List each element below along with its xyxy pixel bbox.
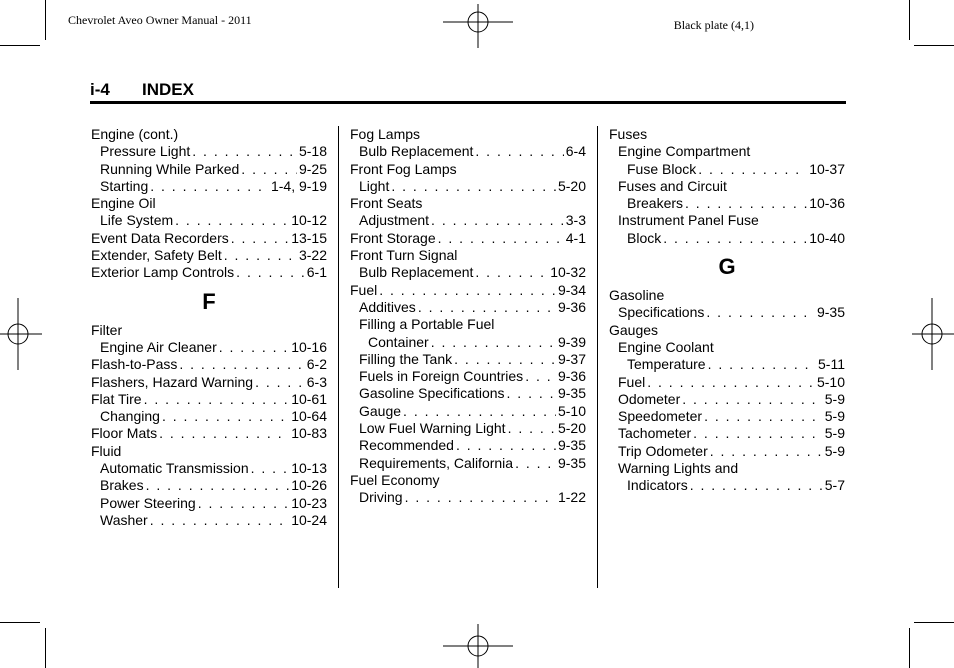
crop-mark [914, 622, 954, 623]
index-entry [609, 230, 845, 247]
entry-term: Filling the Tank [359, 350, 453, 367]
entry-term: Flash-to-Pass [91, 356, 178, 373]
index-entry [91, 161, 327, 178]
entry-term: Power Steering [100, 494, 196, 511]
dot-leader [224, 247, 297, 264]
dot-leader [515, 455, 556, 472]
entry-page-ref: 5-11 [818, 356, 845, 373]
section-title: INDEX [142, 80, 194, 99]
crop-mark [45, 0, 46, 40]
entry-term: Engine Coolant [618, 338, 714, 355]
entry-term: Fuse Block [627, 160, 697, 177]
dot-leader [241, 161, 297, 178]
dot-leader [418, 299, 556, 316]
entry-term: Filling a Portable Fuel [359, 316, 495, 333]
entry-term: Block [627, 229, 662, 246]
dot-leader [379, 282, 556, 299]
entry-page-ref: 10-61 [291, 390, 327, 407]
index-column-3 [609, 126, 845, 495]
crop-mark [914, 45, 954, 46]
dot-leader [431, 334, 556, 351]
title-rule [90, 101, 846, 104]
dot-leader [456, 437, 556, 454]
index-entry [609, 287, 845, 304]
crop-mark [0, 622, 40, 623]
entry-page-ref: 5-9 [824, 408, 845, 425]
dot-leader [647, 374, 815, 391]
dot-leader [704, 408, 823, 425]
index-entry [91, 143, 327, 160]
dot-leader [405, 489, 556, 506]
entry-term: Engine Oil [91, 195, 156, 212]
index-entry [609, 356, 845, 373]
entry-page-ref: 6-3 [306, 373, 327, 390]
entry-term: Temperature [627, 356, 706, 373]
index-entry [350, 143, 586, 160]
index-entry [91, 195, 327, 212]
entry-term: Filter [91, 321, 123, 338]
index-entry [91, 339, 327, 356]
index-column-2 [350, 126, 586, 507]
dot-leader [236, 264, 305, 281]
index-entry [350, 247, 586, 264]
index-entry [609, 212, 845, 229]
dot-leader [198, 495, 289, 512]
index-entry [609, 143, 845, 160]
entry-page-ref: 10-23 [291, 494, 327, 511]
index-entry [609, 161, 845, 178]
index-entry [350, 195, 586, 212]
entry-page-ref: 5-10 [816, 373, 845, 390]
crop-mark [45, 628, 46, 668]
entry-term: Light [359, 177, 390, 194]
index-entry [609, 443, 845, 460]
index-entry [91, 212, 327, 229]
index-entry [350, 212, 586, 229]
entry-term: Starting [100, 177, 149, 194]
index-entry [350, 264, 586, 281]
dot-leader [219, 339, 289, 356]
entry-page-ref: 5-9 [824, 425, 845, 442]
entry-term: Running While Parked [100, 160, 240, 177]
entry-term: Fuses and Circuit [618, 177, 727, 194]
dot-leader [663, 230, 807, 247]
entry-page-ref: 9-39 [557, 333, 586, 350]
index-entry [609, 178, 845, 195]
index-entry [609, 425, 845, 442]
dot-leader [431, 212, 564, 229]
entry-page-ref: 5-10 [557, 402, 586, 419]
entry-term: Gasoline [609, 287, 665, 304]
index-entry [609, 126, 845, 143]
index-entry [350, 455, 586, 472]
index-entry [609, 339, 845, 356]
index-entry [350, 385, 586, 402]
entry-term: Exterior Lamp Controls [91, 264, 235, 281]
index-entry [91, 247, 327, 264]
entry-term: Container [368, 333, 429, 350]
entry-term: Engine (cont.) [91, 126, 179, 142]
entry-term: Bulb Replacement [359, 264, 474, 281]
dot-leader [698, 161, 807, 178]
index-entry [91, 264, 327, 281]
index-entry [91, 230, 327, 247]
dot-leader [162, 408, 289, 425]
section-letter: G [718, 254, 736, 280]
entry-term: Automatic Transmission [100, 460, 249, 477]
entry-term: Event Data Recorders [91, 229, 229, 246]
dot-leader [251, 460, 290, 477]
index-entry [350, 489, 586, 506]
header-plate-label: Black plate (4,1) [673, 18, 754, 32]
index-entry [91, 460, 327, 477]
index-entry [350, 161, 586, 178]
column-divider [597, 126, 598, 588]
entry-page-ref: 9-34 [557, 281, 586, 298]
index-entry [91, 374, 327, 391]
index-entry [91, 178, 327, 195]
entry-page-ref: 4-1 [565, 229, 586, 246]
entry-page-ref: 6-1 [306, 264, 327, 281]
registration-mark-icon [443, 624, 513, 668]
index-entry [350, 420, 586, 437]
entry-term: Life System [100, 212, 174, 229]
entry-term: Instrument Panel Fuse [618, 212, 759, 229]
entry-term: Extender, Safety Belt [91, 247, 222, 264]
index-entry [91, 126, 327, 143]
crop-mark [909, 628, 910, 668]
entry-page-ref: 1-4, 9-19 [270, 177, 327, 194]
entry-page-ref: 10-24 [291, 511, 327, 528]
entry-page-ref: 3-3 [565, 212, 586, 229]
dot-leader [231, 230, 289, 247]
index-entry [350, 282, 586, 299]
entry-page-ref: 10-12 [291, 212, 327, 229]
entry-term: Front Seats [350, 195, 423, 212]
dot-leader [192, 143, 297, 160]
index-entry [350, 403, 586, 420]
index-entry [91, 408, 327, 425]
entry-page-ref: 5-7 [824, 477, 845, 494]
index-entry [609, 304, 845, 321]
index-entry [350, 472, 586, 489]
dot-leader [159, 425, 289, 442]
index-entry [609, 391, 845, 408]
entry-term: Front Turn Signal [350, 247, 458, 264]
index-entry [91, 477, 327, 494]
entry-page-ref: 10-16 [291, 338, 327, 355]
entry-page-ref: 9-35 [557, 437, 586, 454]
entry-page-ref: 9-25 [298, 160, 327, 177]
index-column-1 [91, 126, 327, 529]
entry-term: Changing [100, 408, 160, 425]
crop-mark [0, 45, 40, 46]
entry-term: Front Storage [350, 229, 436, 246]
entry-term: Pressure Light [100, 143, 191, 160]
entry-page-ref: 3-22 [298, 247, 327, 264]
entry-term: Flashers, Hazard Warning [91, 373, 254, 390]
entry-term: Trip Odometer [618, 442, 708, 459]
entry-page-ref: 10-83 [291, 425, 327, 442]
entry-term: Fuses [609, 126, 648, 142]
registration-mark-icon [443, 4, 513, 48]
index-entry [91, 356, 327, 373]
column-divider [338, 126, 339, 588]
entry-term: Floor Mats [91, 425, 158, 442]
entry-term: Flat Tire [91, 390, 142, 407]
entry-term: Specifications [618, 304, 705, 321]
entry-page-ref: 9-36 [557, 368, 586, 385]
index-entry [350, 316, 586, 333]
entry-term: Gauge [359, 402, 402, 419]
entry-term: Driving [359, 489, 403, 506]
entry-term: Odometer [618, 390, 681, 407]
registration-mark-icon [0, 298, 42, 370]
registration-mark-icon [912, 298, 954, 370]
entry-page-ref: 9-35 [557, 385, 586, 402]
entry-page-ref: 10-26 [291, 477, 327, 494]
dot-leader [150, 512, 289, 529]
dot-leader [144, 391, 290, 408]
dot-leader [706, 304, 815, 321]
index-entry [91, 495, 327, 512]
entry-page-ref: 10-37 [809, 160, 845, 177]
dot-leader [708, 356, 816, 373]
index-entry [609, 322, 845, 339]
dot-leader [454, 351, 556, 368]
entry-page-ref: 5-18 [298, 143, 327, 160]
entry-page-ref: 6-4 [565, 143, 586, 160]
entry-page-ref: 9-35 [816, 304, 845, 321]
dot-leader [255, 374, 305, 391]
index-entry [350, 230, 586, 247]
entry-page-ref: 5-9 [824, 390, 845, 407]
entry-page-ref: 5-9 [824, 442, 845, 459]
entry-term: Warning Lights and [618, 460, 739, 477]
entry-term: Gasoline Specifications [359, 385, 505, 402]
entry-term: Brakes [100, 477, 144, 494]
dot-leader [508, 420, 556, 437]
index-entry [609, 408, 845, 425]
dot-leader [150, 178, 269, 195]
entry-page-ref: 10-40 [809, 229, 845, 246]
index-entry [350, 334, 586, 351]
entry-term: Indicators [627, 477, 688, 494]
entry-page-ref: 10-36 [809, 195, 845, 212]
index-entry [609, 195, 845, 212]
dot-leader [175, 212, 289, 229]
dot-leader [682, 391, 823, 408]
index-entry [609, 460, 845, 477]
entry-page-ref: 9-37 [557, 350, 586, 367]
dot-leader [685, 195, 807, 212]
entry-term: Fluid [91, 442, 122, 459]
entry-page-ref: 5-20 [557, 420, 586, 437]
dot-leader [438, 230, 564, 247]
index-entry [91, 322, 327, 339]
entry-term: Engine Air Cleaner [100, 338, 217, 355]
entry-term: Fog Lamps [350, 126, 421, 142]
index-entry [350, 178, 586, 195]
entry-term: Bulb Replacement [359, 143, 474, 160]
entry-term: Adjustment [359, 212, 430, 229]
dot-leader [710, 443, 823, 460]
entry-page-ref: 10-32 [550, 264, 586, 281]
entry-term: Additives [359, 298, 416, 315]
index-entry [350, 299, 586, 316]
page-title [90, 80, 846, 100]
entry-page-ref: 13-15 [291, 229, 327, 246]
index-entry [350, 368, 586, 385]
entry-term: Fuels in Foreign Countries [359, 368, 524, 385]
entry-page-ref: 9-36 [557, 298, 586, 315]
crop-mark [909, 0, 910, 40]
page-number: i-4 [90, 80, 110, 99]
entry-term: Low Fuel Warning Light [359, 420, 506, 437]
entry-page-ref: 10-13 [291, 460, 327, 477]
entry-page-ref: 9-35 [557, 454, 586, 471]
entry-term: Fuel Economy [350, 471, 440, 488]
section-letter: F [202, 288, 216, 314]
entry-term: Fuel [350, 281, 378, 298]
dot-leader [403, 403, 556, 420]
dot-leader [690, 477, 823, 494]
entry-page-ref: 1-22 [557, 489, 586, 506]
entry-term: Gauges [609, 321, 659, 338]
index-entry [609, 477, 845, 494]
index-entry [91, 512, 327, 529]
index-entry [609, 374, 845, 391]
index-entry [91, 391, 327, 408]
index-entry [350, 126, 586, 143]
entry-term: Front Fog Lamps [350, 160, 457, 177]
dot-leader [179, 356, 304, 373]
dot-leader [475, 264, 548, 281]
index-entry [91, 425, 327, 442]
entry-term: Tachometer [618, 425, 692, 442]
dot-leader [475, 143, 563, 160]
entry-page-ref: 5-20 [557, 177, 586, 194]
dot-leader [391, 178, 556, 195]
entry-term: Fuel [618, 373, 646, 390]
entry-term: Requirements, California [359, 454, 514, 471]
entry-term: Recommended [359, 437, 454, 454]
dot-leader [693, 425, 823, 442]
entry-term: Engine Compartment [618, 143, 751, 160]
dot-leader [507, 385, 556, 402]
dot-leader [525, 368, 556, 385]
index-entry [350, 351, 586, 368]
entry-page-ref: 6-2 [306, 356, 327, 373]
entry-term: Speedometer [618, 408, 703, 425]
index-entry [91, 443, 327, 460]
entry-term: Breakers [627, 195, 684, 212]
index-entry [350, 437, 586, 454]
dot-leader [146, 477, 290, 494]
header-document-title: Chevrolet Aveo Owner Manual - 2011 [68, 13, 252, 27]
entry-term: Washer [100, 511, 148, 528]
entry-page-ref: 10-64 [291, 408, 327, 425]
